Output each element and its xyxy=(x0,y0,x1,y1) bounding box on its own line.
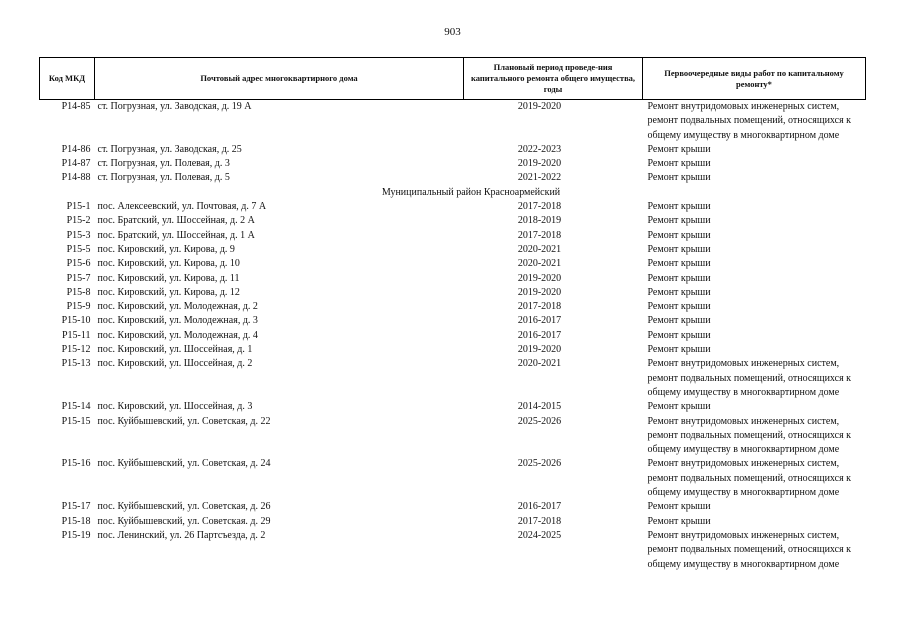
cell-code: Р15-10 xyxy=(61,315,91,327)
table-row xyxy=(40,343,866,357)
cell-works: Ремонт крыши xyxy=(647,172,711,184)
cell-works: Ремонт крыши xyxy=(647,229,711,241)
cell-works: Ремонт внутридомовых инженерных систем, ремонт подвальных помещений, относящихся к общему имуществу в многоквартирном доме xyxy=(647,529,852,570)
cell-address: пос. Братский, ул. Шоссейная, д. 2 А xyxy=(97,215,255,227)
cell-period: 2017-2018 xyxy=(517,201,562,213)
cell-address: ст. Погрузная, ул. Заводская, д. 19 А xyxy=(97,101,252,112)
cell-period: 2019-2020 xyxy=(517,158,562,170)
cell-period: 2019-2020 xyxy=(517,286,562,298)
cell-period: 2020-2021 xyxy=(517,358,562,370)
cell-works: Ремонт крыши xyxy=(647,201,711,213)
cell-period: 2022-2023 xyxy=(517,143,562,155)
cell-period: 2019-2020 xyxy=(517,272,562,284)
table-row xyxy=(40,286,866,300)
header-row xyxy=(40,58,866,100)
table-row xyxy=(40,214,866,228)
cell-period: 2024-2025 xyxy=(517,529,562,541)
table-row xyxy=(40,415,866,458)
cell-code: Р14-87 xyxy=(61,158,91,170)
cell-period: 2017-2018 xyxy=(517,301,562,313)
cell-period: 2020-2021 xyxy=(517,258,562,270)
cell-period: 2019-2020 xyxy=(517,344,562,356)
table-row xyxy=(40,300,866,314)
cell-works: Ремонт крыши xyxy=(647,315,711,327)
cell-period: 2017-2018 xyxy=(517,515,562,527)
cell-code: Р15-15 xyxy=(61,415,91,427)
table-row xyxy=(40,257,866,271)
cell-works: Ремонт внутридомовых инженерных систем, ремонт подвальных помещений, относящихся к общему имуществу в многоквартирном доме xyxy=(647,101,852,141)
header-works: Первоочередные виды работ по капитальному ремонту* xyxy=(643,58,866,100)
cell-address: ст. Погрузная, ул. Полевая, д. 3 xyxy=(97,158,230,170)
cell-code: Р15-3 xyxy=(66,229,91,241)
repair-schedule-table xyxy=(39,57,866,572)
cell-address: пос. Куйбышевский, ул. Советская, д. 24 xyxy=(97,458,271,470)
cell-works: Ремонт крыши xyxy=(647,272,711,284)
cell-works: Ремонт крыши xyxy=(647,401,711,413)
cell-works: Ремонт крыши xyxy=(647,258,711,270)
table-row xyxy=(40,229,866,243)
cell-works: Ремонт крыши xyxy=(647,215,711,227)
cell-address: пос. Кировский, ул. Шоссейная, д. 2 xyxy=(97,358,253,370)
table-row xyxy=(40,515,866,529)
table-row xyxy=(40,272,866,286)
cell-address: пос. Кировский, ул. Кирова, д. 11 xyxy=(97,272,240,284)
cell-works: Ремонт крыши xyxy=(647,515,711,527)
cell-code: Р15-2 xyxy=(66,215,91,227)
cell-address: пос. Кировский, ул. Кирова, д. 12 xyxy=(97,286,240,298)
cell-period: 2016-2017 xyxy=(517,501,562,513)
cell-period: 2014-2015 xyxy=(517,401,562,413)
table-row xyxy=(40,457,866,500)
cell-period: 2017-2018 xyxy=(517,229,562,241)
cell-period: 2016-2017 xyxy=(517,329,562,341)
table-body xyxy=(40,100,866,572)
table-row xyxy=(40,400,866,414)
table-row xyxy=(40,329,866,343)
cell-address: ст. Погрузная, ул. Заводская, д. 25 xyxy=(97,143,242,155)
cell-period: 2025-2026 xyxy=(517,415,562,427)
cell-code: Р15-16 xyxy=(61,458,91,470)
cell-works: Ремонт внутридомовых инженерных систем, ремонт подвальных помещений, относящихся к общему имуществу в многоквартирном доме xyxy=(647,458,852,499)
cell-address: пос. Кировский, ул. Молодежная, д. 3 xyxy=(97,315,258,327)
cell-address: пос. Братский, ул. Шоссейная, д. 1 А xyxy=(97,229,255,241)
cell-code: Р15-18 xyxy=(61,515,91,527)
cell-address: пос. Алексеевский, ул. Почтовая, д. 7 А xyxy=(97,201,267,213)
cell-code: Р15-6 xyxy=(66,258,91,270)
cell-code: Р15-11 xyxy=(61,329,91,341)
cell-address: пос. Кировский, ул. Молодежная, д. 4 xyxy=(97,329,258,341)
cell-address: пос. Кировский, ул. Кирова, д. 9 xyxy=(97,243,235,255)
cell-period: 2020-2021 xyxy=(517,243,562,255)
table-row xyxy=(40,243,866,257)
cell-address: пос. Кировский, ул. Молодежная, д. 2 xyxy=(97,301,258,313)
cell-address: ст. Погрузная, ул. Полевая, д. 5 xyxy=(97,172,230,184)
cell-period: 2025-2026 xyxy=(517,458,562,470)
repair-schedule-table-wrap xyxy=(39,57,865,572)
table-row xyxy=(40,529,866,572)
cell-address: пос. Куйбышевский, ул. Советская. д. 29 xyxy=(97,515,271,527)
table-row xyxy=(40,157,866,171)
cell-works: Ремонт крыши xyxy=(647,501,711,513)
cell-code: Р15-9 xyxy=(66,301,91,313)
cell-code: Р15-8 xyxy=(66,286,91,298)
table-row xyxy=(40,143,866,157)
cell-code: Р14-86 xyxy=(61,143,91,155)
header-code: Код МКД xyxy=(40,58,95,100)
cell-code: Р15-5 xyxy=(66,243,91,255)
cell-address: пос. Ленинский, ул. 26 Партсъезда, д. 2 xyxy=(97,529,266,541)
table-row xyxy=(40,171,866,185)
cell-works: Ремонт крыши xyxy=(647,301,711,313)
cell-code: Р15-13 xyxy=(61,358,91,370)
table-header xyxy=(40,58,866,100)
cell-code: Р15-17 xyxy=(61,501,91,513)
cell-works: Ремонт крыши xyxy=(647,329,711,341)
cell-works: Ремонт крыши xyxy=(647,143,711,155)
cell-address: пос. Кировский, ул. Кирова, д. 10 xyxy=(97,258,240,270)
page-number: 903 xyxy=(444,26,461,38)
cell-period: 2021-2022 xyxy=(517,172,562,184)
cell-address: пос. Кировский, ул. Шоссейная, д. 1 xyxy=(97,344,253,356)
table-row xyxy=(40,100,866,143)
cell-works: Ремонт внутридомовых инженерных систем, ремонт подвальных помещений, относящихся к общему имуществу в многоквартирном доме xyxy=(647,358,852,398)
cell-address: пос. Куйбышевский, ул. Советская, д. 26 xyxy=(97,501,271,513)
table-row xyxy=(40,500,866,514)
cell-address: пос. Куйбышевский, ул. Советская, д. 22 xyxy=(97,415,271,427)
cell-code: Р15-7 xyxy=(66,272,91,284)
header-period: Плановый период проведе-ния капитального ремонта общего имущества, годы xyxy=(464,58,643,100)
table-row xyxy=(40,314,866,328)
cell-period: 2018-2019 xyxy=(517,215,562,227)
cell-code: Р15-12 xyxy=(61,344,91,356)
cell-code: Р14-88 xyxy=(61,172,91,184)
cell-works: Ремонт крыши xyxy=(647,158,711,170)
district-heading-row xyxy=(40,186,866,200)
cell-code: Р14-85 xyxy=(61,101,91,112)
cell-works: Ремонт внутридомовых инженерных систем, ремонт подвальных помещений, относящихся к общему имуществу в многоквартирном доме xyxy=(647,415,852,456)
header-address: Почтовый адрес многоквартирного дома xyxy=(95,58,464,100)
cell-works: Ремонт крыши xyxy=(647,344,711,356)
cell-period: 2016-2017 xyxy=(517,315,562,327)
cell-period: 2019-2020 xyxy=(517,101,562,112)
cell-code: Р15-1 xyxy=(66,201,91,213)
cell-code: Р15-14 xyxy=(61,401,91,413)
cell-works: Ремонт крыши xyxy=(647,286,711,298)
table-row xyxy=(40,357,866,400)
cell-address: пос. Кировский, ул. Шоссейная, д. 3 xyxy=(97,401,253,413)
table-row xyxy=(40,200,866,214)
cell-works: Ремонт крыши xyxy=(647,243,711,255)
district-heading: Муниципальный район Красноармейский xyxy=(381,186,561,198)
cell-code: Р15-19 xyxy=(61,529,91,541)
